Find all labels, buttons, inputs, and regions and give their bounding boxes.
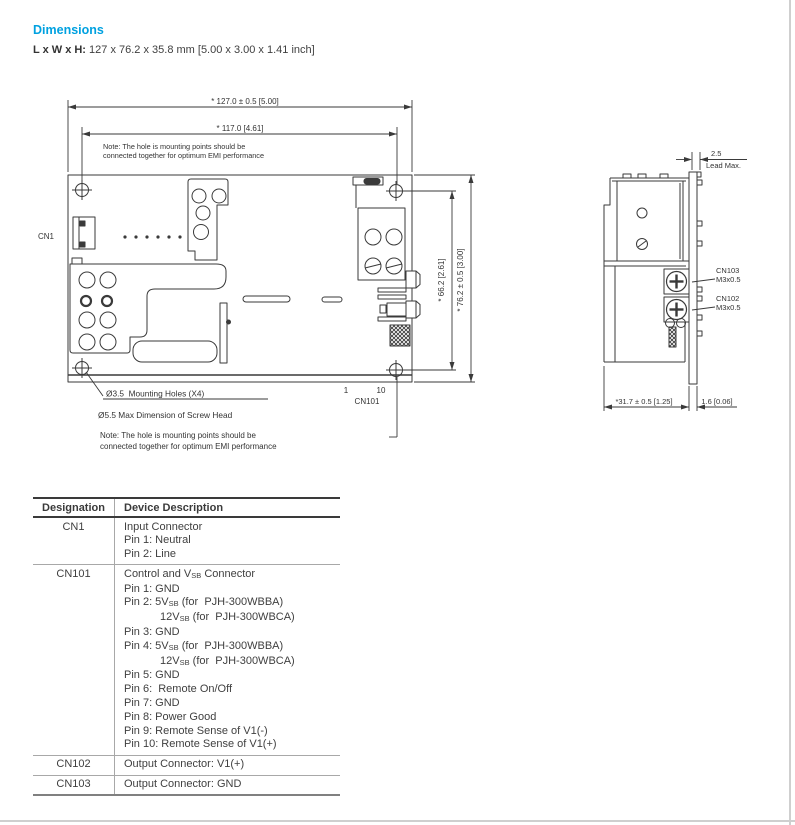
cn102-screw [664,297,689,322]
description-line: Pin 1: GND [124,582,180,595]
page-title: Dimensions [33,23,104,37]
component-region [70,264,231,363]
threaded-stud [669,327,676,347]
hex-terminal [406,301,420,318]
capacitor [133,341,217,362]
description-cell [115,756,340,775]
cn103-label: CN103 [716,266,740,275]
pin-dots [123,235,181,238]
description-line: 12VSB (for PJH-300WBCA) [160,654,295,667]
size-spec [33,44,315,56]
mounting-hole [386,181,406,201]
cn1-connector [72,217,95,264]
mounting-holes-note: Ø3.5 Mounting Holes (X4) [106,388,205,399]
table-row [33,755,340,775]
description-line: Control and VSB Connector [124,567,256,580]
output-terminal-assembly [353,177,420,346]
cn101-pin10-label: 10 [376,386,386,395]
dim-depth-text: *31.7 ± 0.5 [1.25] [615,397,673,406]
lead-dim-text: 2.5 [711,149,722,158]
description-line: Pin 3: GND [124,626,180,639]
table-header-description: Device Description [124,501,224,514]
mounting-hole [386,360,406,380]
dim-height-text: * 76.2 ± 0.5 [3.00] [456,248,465,312]
board-outline [68,175,412,382]
designation-cell: CN1 [33,518,115,564]
description-line: Input Connector [124,520,203,533]
side-upper-box [617,181,683,261]
cn101-pin1-label: 1 [343,386,349,395]
description-line: Output Connector: V1(+) [124,758,245,771]
cn101-label: CN101 [354,397,380,406]
emi-note-line1: Note: The hole is mounting points should be [103,142,246,151]
designation-cell: CN102 [33,756,115,775]
emi-note-line2: connected together for optimum EMI performance [103,151,265,160]
cn102-thread-label: M3x0.5 [716,303,741,312]
dimension-drawing [0,70,795,470]
description-line: Pin 6: Remote On/Off [124,683,233,696]
bottom-note-line2: connected together for optimum EMI performance [100,442,277,451]
cn103-thread-label: M3x0.5 [716,275,741,284]
table-row [33,564,340,754]
board-slot [322,297,342,302]
page-border-right [789,0,791,825]
description-cell [115,565,340,754]
lead-max-text: Lead Max. [706,161,742,170]
page-border-bottom [0,820,795,822]
vertical-bar [220,303,227,363]
designation-table [33,497,340,796]
hex-terminal [406,271,420,288]
designation-cell: CN103 [33,776,115,795]
description-line: Pin 2: 5VSB (for PJH-300WBBA) [124,596,284,609]
table-header-designation: Designation [33,499,115,516]
description-line: 12VSB (for PJH-300WBCA) [160,611,295,624]
size-spec-value: 127 x 76.2 x 35.8 mm [5.00 x 3.00 x 1.41 inch] [89,44,315,56]
description-line: Pin 2: Line [124,548,176,561]
size-spec-label: L x W x H: [33,44,86,56]
table-row [33,775,340,795]
description-cell [115,776,340,795]
mounting-flange [689,172,702,384]
cn1-label: CN1 [38,232,55,241]
cn103-screw [664,269,689,294]
description-line: Pin 1: Neutral [124,534,191,547]
dimension-length [68,100,412,172]
heatsink-bracket [188,179,228,260]
cn101-connector [390,325,410,346]
bar-tab [226,320,231,325]
description-line: Pin 9: Remote Sense of V1(-) [124,724,268,737]
description-cell [115,518,340,564]
table-row [33,518,340,564]
description-line: Pin 7: GND [124,697,180,710]
table-header-row [33,499,340,518]
description-line: Pin 10: Remote Sense of V1(+) [124,738,277,751]
designation-cell: CN101 [33,565,115,754]
description-line: Pin 4: 5VSB (for PJH-300WBBA) [124,639,284,652]
cn102-label: CN102 [716,294,740,303]
dim-length-text: * 127.0 ± 0.5 [5.00] [211,97,279,106]
dim-panel-text: 1.6 [0.06] [701,397,733,406]
bottom-note-line1: Note: The hole is mounting points should be [100,431,256,440]
dim-mount-height-text: * 66.2 [2.61] [437,258,446,302]
board-slot [243,296,290,302]
description-line: Output Connector: GND [124,778,242,791]
description-line: Pin 5: GND [124,669,180,682]
side-view-labels [615,149,741,406]
description-line: Pin 8: Power Good [124,710,217,723]
dim-mount-span-text: * 117.0 [4.61] [216,124,264,133]
screw-head-note: Ø5.5 Max Dimension of Screw Head [98,410,233,420]
